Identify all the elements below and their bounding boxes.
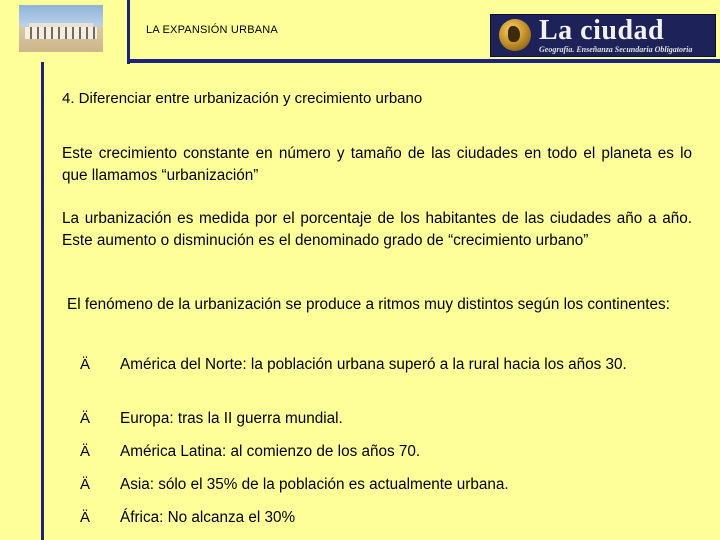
logo-title: La ciudad <box>539 15 665 46</box>
bullet-arrow-icon: Ä <box>80 443 91 460</box>
logo-subtitle: Geografía. Enseñanza Secundaria Obligatoria <box>539 45 693 54</box>
list-item-america-latina <box>80 441 420 462</box>
header-divider-vertical <box>127 0 130 64</box>
list-item-america-norte <box>80 354 627 375</box>
list-item-asia <box>80 474 509 495</box>
list-item-text: Europa: tras la II guerra mundial. <box>120 410 343 427</box>
header-photo-buildings <box>19 5 103 52</box>
list-item-europa <box>80 408 343 429</box>
paragraph-urbanizacion: Este crecimiento constante en número y tamaño de las ciudades en todo el planeta es lo que llamamos “urbanización” <box>62 145 692 184</box>
paragraph-crecimiento-urbano: La urbanización es medida por el porcentaje de los habitantes de las ciudades año a año. Este aumento o disminución es el denominado grado de “crecimiento urbano” <box>62 210 692 249</box>
header-title: LA EXPANSIÓN URBANA <box>146 24 278 36</box>
globe-icon <box>499 19 531 51</box>
list-item-text: América Latina: al comienzo de los años 70. <box>120 443 421 460</box>
la-ciudad-logo <box>490 14 716 57</box>
bullet-arrow-icon: Ä <box>80 410 91 427</box>
paragraph-ritmos-continentes: El fenómeno de la urbanización se produce a ritmos muy distintos según los continentes: <box>67 296 670 313</box>
section-title: 4. Diferenciar entre urbanización y crecimiento urbano <box>62 90 423 107</box>
list-item-text: América del Norte: la población urbana superó a la rural hacia los años 30. <box>120 356 627 373</box>
list-item-africa <box>80 507 295 528</box>
content-left-rule <box>41 62 44 540</box>
header-divider-horizontal <box>127 59 720 63</box>
bullet-arrow-icon: Ä <box>80 509 91 526</box>
list-item-text: África: No alcanza el 30% <box>120 509 296 526</box>
bullet-arrow-icon: Ä <box>80 356 91 373</box>
list-item-text: Asia: sólo el 35% de la población es actualmente urbana. <box>120 476 509 493</box>
photo-building-row <box>25 27 97 39</box>
bullet-arrow-icon: Ä <box>80 476 91 493</box>
